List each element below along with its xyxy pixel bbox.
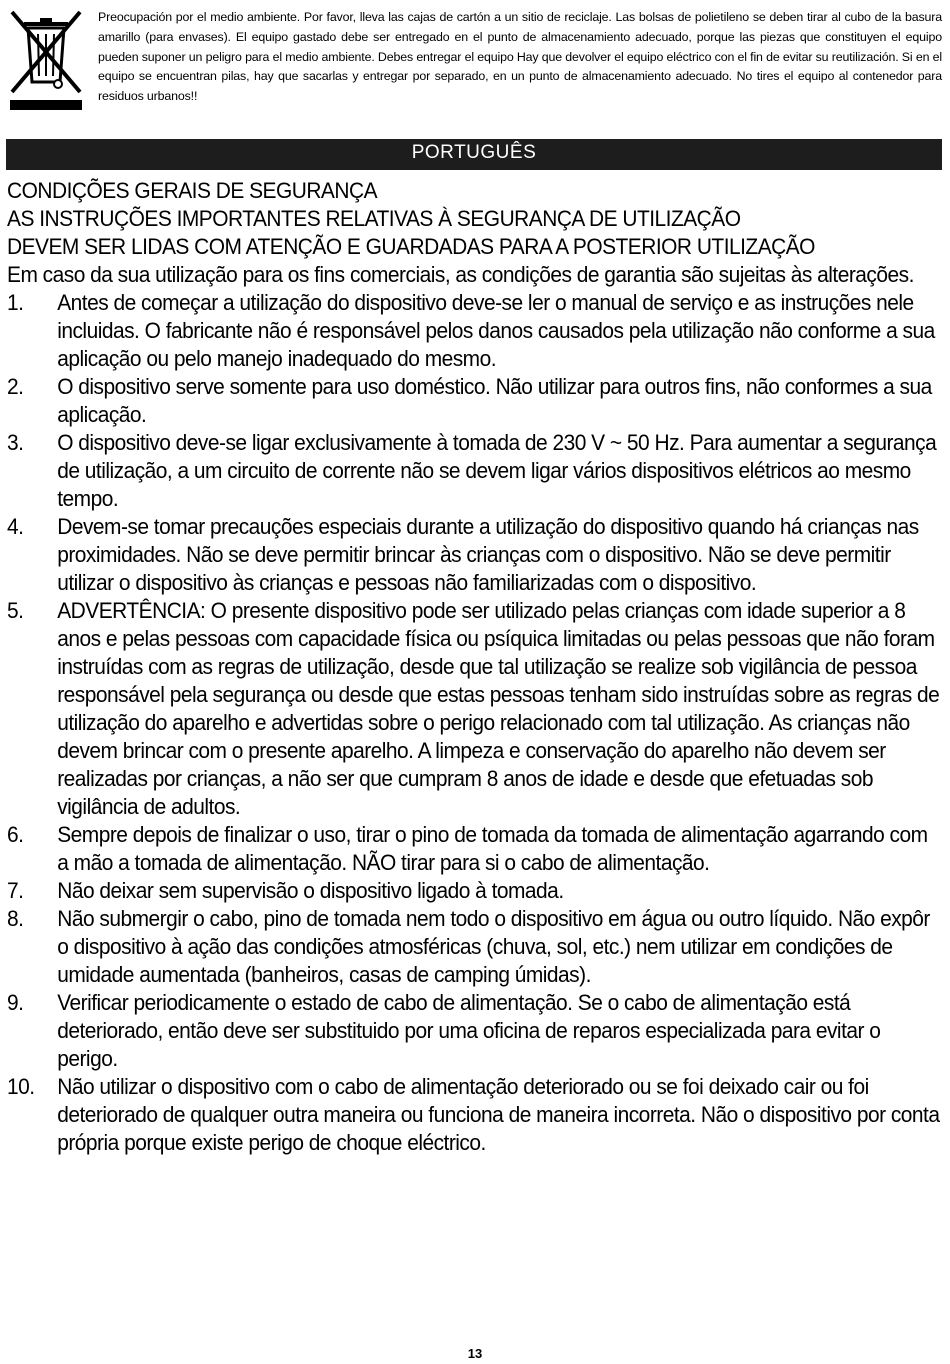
item-text: O dispositivo serve somente para uso doméstico. Não utilizar para outros fins, não conformes a sua aplicação.	[57, 374, 932, 427]
item-number: 9.	[7, 990, 24, 1015]
item-number: 6.	[7, 822, 24, 847]
page-number: 13	[467, 1346, 483, 1361]
item-text: Não submergir o cabo, pino de tomada nem todo o dispositivo em água ou outro líquido. Não expôr o dispositivo à ação das condições atmosféricas (chuva, sol, etc.) nem utilizar em condições de umidade aumentada (banheiros, casas de camping úmidas).	[57, 906, 930, 987]
list-item	[7, 1073, 941, 1157]
list-item	[7, 597, 941, 821]
item-text: O dispositivo deve-se ligar exclusivamente à tomada de 230 V ~ 50 Hz. Para aumentar a segurança de utilização, a um circuito de corrente não se devem ligar vários dispositivos elétricos ao mesmo tempo.	[57, 430, 937, 511]
safety-section	[7, 177, 941, 1157]
list-item	[7, 877, 941, 905]
section-subtitle-line-1: AS INSTRUÇÕES IMPORTANTES RELATIVAS À SEGURANÇA DE UTILIZAÇÃO	[7, 206, 741, 231]
item-text: Devem-se tomar precauções especiais durante a utilização do dispositivo quando há crianças nas proximidades. Não se deve permitir brincar às crianças com o dispositivo. Não se deve permitir utilizar o dispositivo às crianças e pessoas não familiarizadas com o dispositivo.	[57, 514, 919, 595]
item-text: Antes de começar a utilização do dispositivo deve-se ler o manual de serviço e as instruções nele incluidas. O fabricante não é responsável pelos danos causados pela utilização não conforme a sua aplicação ou pelo manejo inadequado do mesmo.	[57, 290, 935, 371]
item-text: ADVERTÊNCIA: O presente dispositivo pode ser utilizado pelas crianças com idade superior a 8 anos e pelas pessoas com capacidade física ou psíquica limitadas ou pelas pessoas que não foram instruídas com as regras de utilização, desde que tal utilização se realize sob vigilância de pessoa responsável pela segurança ou desde que estas pessoas tenham sido instruídas sobre as regras de utilização do aparelho e advertidas sobre o perigo relacionado com tal utilização. As crianças não devem brincar com o presente aparelho. A limpeza e conservação do aparelho não devem ser realizadas por crianças, a não ser que cumpram 8 anos de idade e desde que efetuadas sob vigilância de adultos.	[57, 598, 940, 819]
list-item	[7, 373, 941, 429]
item-text: Verificar periodicamente o estado de cabo de alimentação. Se o cabo de alimentação está deteriorado, então deve ser substituido por uma oficina de reparos especializada para evitar o perigo.	[57, 990, 881, 1071]
item-text: Não utilizar o dispositivo com o cabo de alimentação deteriorado ou se foi deixado cair ou foi deteriorado de qualquer outra maneira ou funciona de maneira incorreta. Não o dispositivo por conta própria porque existe perigo de choque eléctrico.	[57, 1074, 940, 1155]
list-item	[7, 429, 941, 513]
item-number: 3.	[7, 430, 24, 455]
item-number: 2.	[7, 374, 24, 399]
section-subtitle-line-2: DEVEM SER LIDAS COM ATENÇÃO E GUARDADAS PARA A POSTERIOR UTILIZAÇÃO	[7, 234, 815, 259]
list-item	[7, 513, 941, 597]
list-item	[7, 821, 941, 877]
item-number: 4.	[7, 514, 24, 539]
crossed-out-bin-icon	[6, 8, 86, 112]
item-number: 5.	[7, 598, 24, 623]
item-text: Sempre depois de finalizar o uso, tirar o pino de tomada da tomada de alimentação agarrando com a mão a tomada de alimentação. NÃO tirar para si o cabo de alimentação.	[57, 822, 928, 875]
environment-notice	[6, 8, 942, 116]
list-item	[7, 289, 941, 373]
list-item	[7, 989, 941, 1073]
item-number: 10.	[7, 1074, 35, 1099]
language-label: PORTUGUÊS	[411, 142, 537, 163]
intro-paragraph: Em caso da sua utilização para os fins comerciais, as condições de garantia são sujeitas às alterações.	[7, 262, 914, 287]
item-number: 7.	[7, 878, 24, 903]
item-number: 1.	[7, 290, 24, 315]
safety-rules-list	[7, 289, 941, 1157]
item-number: 8.	[7, 906, 24, 931]
language-header-bar	[6, 139, 942, 170]
environment-text: Preocupación por el medio ambiente. Por favor, lleva las cajas de cartón a un sitio de reciclaje. Las bolsas de polietileno se deben tirar al cubo de la basura amarillo (para envases). El equipo gastado debe ser entregado en el punto de almacenamiento adecuado, porque las piezas que constituyen el equipo pueden suponer un peligro para el medio ambiente. Debes entregar el equipo Hay que devolver el equipo eléctrico con el fin de evitar su reutilización. Si en el equipo se encuentran pilas, hay que sacarlas y entregar por separado, en un punto de almacenamiento adecuado. No tires el equipo al contenedor para residuos urbanos!!	[98, 10, 942, 104]
item-text: Não deixar sem supervisão o dispositivo ligado à tomada.	[57, 878, 564, 903]
list-item	[7, 905, 941, 989]
section-title: CONDIÇÕES GERAIS DE SEGURANÇA	[7, 178, 378, 203]
